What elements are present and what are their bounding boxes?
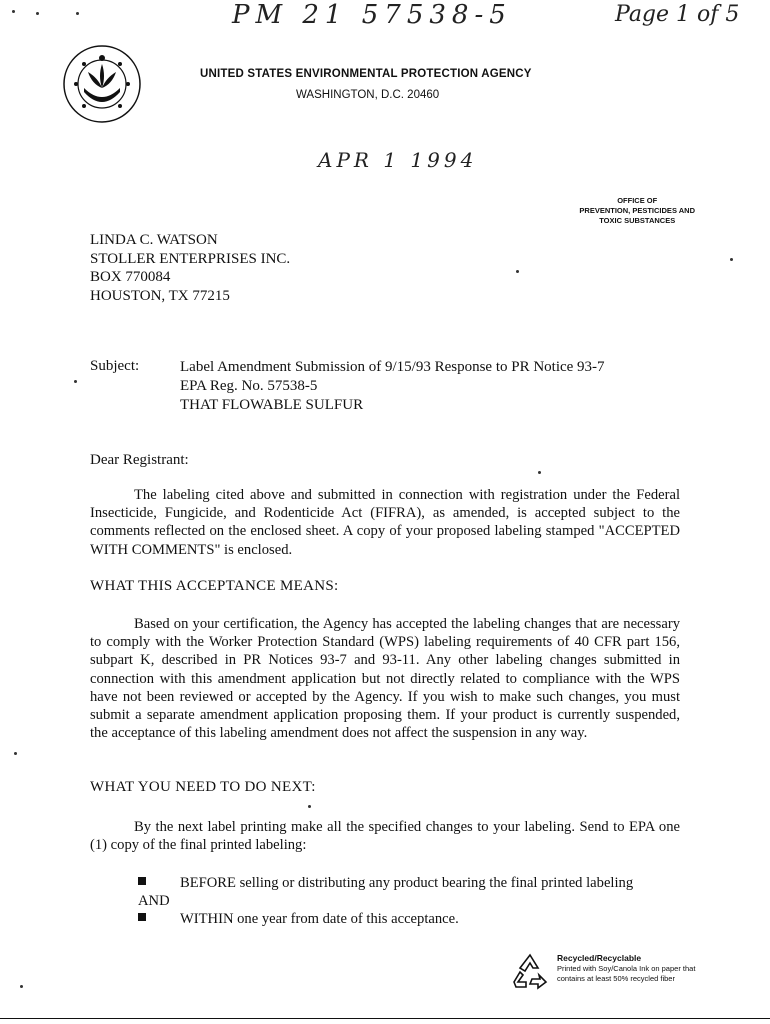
scan-speck — [308, 805, 311, 808]
subject-label: Subject: — [90, 358, 140, 374]
bullet-and: AND — [138, 893, 170, 909]
scan-speck — [730, 258, 733, 261]
scan-speck — [538, 471, 541, 474]
office-line: TOXIC SUBSTANCES — [599, 216, 676, 225]
paragraph-certification: Based on your certification, the Agency has accepted the labeling changes that are necessary to comply with the Worker Protection Standard (WPS) labeling requirements of 40 CFR part 156, subpart K, described in PR Notices 93-7 and 93-11. Any other labeling changes submitted in connection with this amendment application but not directly related to compliance with the WPS have not been reviewed or accepted by the Agency. If you wish to make such changes, you must submit a separate amendment application proposing them. If your product is currently suspended, the acceptance of this labeling amendment does not affect the suspension in any way. — [90, 616, 680, 742]
paragraph-labeling: The labeling cited above and submitted in connection with registration under the Federal Insecticide, Fungicide, and Rodenticide Act (FIFRA), as amended, is accepted subject to the comments reflected on the enclosed sheet. A copy of your proposed labeling stamped "ACCEPTED WITH COMMENTS" is enclosed. — [90, 487, 680, 558]
handwritten-page-count: Page 1 of 5 — [615, 2, 740, 27]
subject-line: THAT FLOWABLE SULFUR — [180, 397, 364, 413]
recycle-title: Recycled/Recyclable — [557, 953, 642, 963]
bullet-before — [138, 875, 633, 892]
bullet-square-icon — [138, 913, 146, 921]
scan-speck — [516, 270, 519, 273]
page-bottom-rule — [0, 1018, 770, 1019]
recycle-icon — [508, 952, 552, 992]
bullet-square-icon — [138, 877, 146, 885]
address-line: HOUSTON, TX 77215 — [90, 287, 230, 304]
address-line: BOX 770084 — [90, 269, 171, 285]
address-line: STOLLER ENTERPRISES INC. — [90, 250, 291, 267]
subject-block — [180, 358, 605, 415]
office-block — [579, 196, 695, 226]
scan-speck — [14, 752, 17, 755]
scan-speck — [76, 12, 79, 15]
scan-speck — [20, 985, 23, 988]
salutation: Dear Registrant: — [90, 452, 189, 468]
date-stamp: APR 1 1994 — [318, 148, 478, 172]
bullet-within — [138, 911, 459, 928]
office-line: OFFICE OF — [617, 196, 658, 205]
subject-line: EPA Reg. No. 57538-5 — [180, 378, 318, 394]
heading-acceptance: WHAT THIS ACCEPTANCE MEANS: — [90, 578, 339, 594]
scan-speck — [36, 12, 39, 15]
recycle-line: Printed with Soy/Canola Ink on paper that — [557, 964, 696, 973]
agency-city: WASHINGTON, D.C. 20460 — [296, 89, 440, 101]
recycle-line: contains at least 50% recycled fiber — [557, 974, 675, 983]
heading-next-steps: WHAT YOU NEED TO DO NEXT: — [90, 779, 316, 795]
agency-name: UNITED STATES ENVIRONMENTAL PROTECTION AGENCY — [200, 68, 532, 80]
subject-line: Label Amendment Submission of 9/15/93 Response to PR Notice 93-7 — [180, 359, 605, 375]
handwritten-reg-number: PM 21 57538-5 — [232, 0, 512, 30]
scan-speck — [12, 10, 15, 13]
address-line: LINDA C. WATSON — [90, 232, 218, 248]
bullet-text: WITHIN one year from date of this acceptance. — [180, 911, 459, 927]
office-line: PREVENTION, PESTICIDES AND — [579, 206, 695, 215]
recycle-notice — [557, 953, 695, 984]
paragraph-next-printing: By the next label printing make all the specified changes to your labeling. Send to EPA one (1) copy of the final printed labeling: — [90, 819, 680, 854]
recipient-address — [90, 231, 290, 305]
epa-seal-icon — [62, 44, 142, 124]
bullet-text: BEFORE selling or distributing any product bearing the final printed labeling — [180, 875, 634, 891]
scan-speck — [74, 380, 77, 383]
